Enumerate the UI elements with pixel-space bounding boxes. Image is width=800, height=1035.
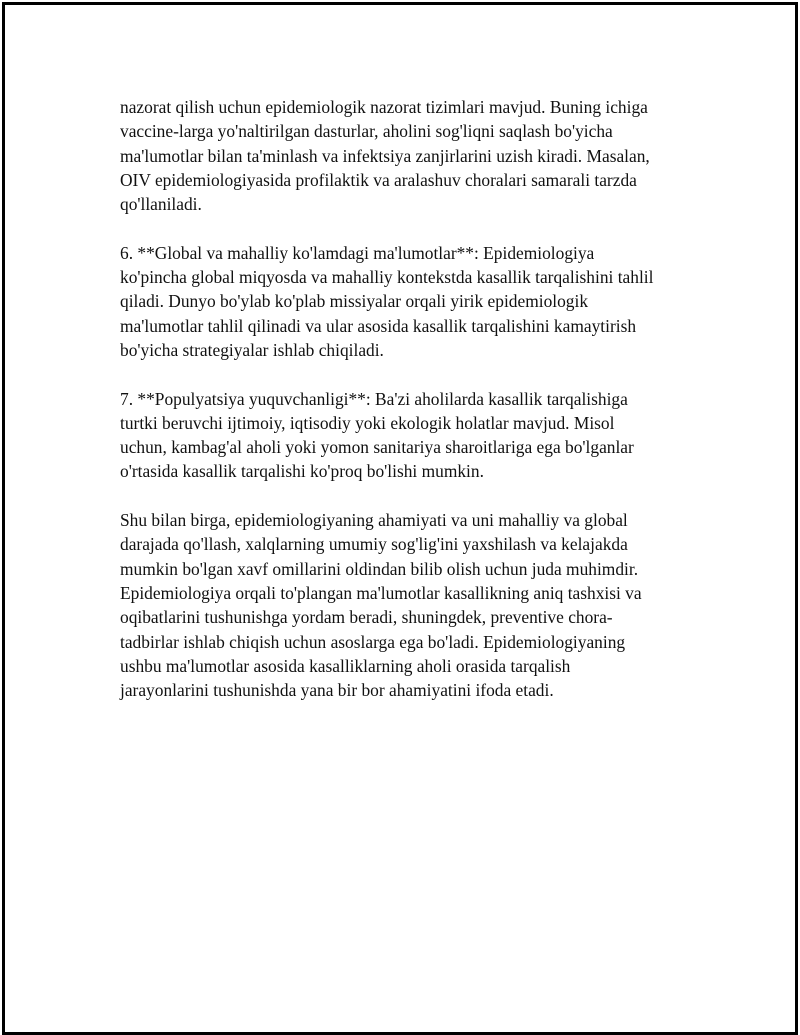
text-line: darajada qo'llash, xalqlarning umumiy sog'lig'ini yaxshilash va kelajakda bbox=[120, 534, 628, 555]
document-body bbox=[120, 95, 700, 727]
paragraph-conclusion bbox=[120, 508, 700, 702]
text-line: nazorat qilish uchun epidemiologik nazorat tizimlari mavjud. Buning ichiga bbox=[120, 97, 648, 117]
text-line: 7. **Populyatsiya yuquvchanligi**: Ba'zi aholilarda kasallik tarqalishiga bbox=[120, 388, 628, 409]
text-line: Shu bilan birga, epidemiologiyaning ahamiyati va uni mahalliy va global bbox=[120, 510, 628, 531]
text-line: qo'llaniladi. bbox=[120, 194, 202, 215]
text-line: oqibatlarini tushunishga yordam beradi, shuningdek, preventive chora- bbox=[120, 607, 613, 628]
paragraph-population bbox=[120, 387, 700, 484]
text-line: o'rtasida kasallik tarqalishi ko'proq bo'lishi mumkin. bbox=[120, 461, 484, 482]
text-line: 6. **Global va mahalliy ko'lamdagi ma'lumotlar**: Epidemiologiya bbox=[120, 242, 595, 263]
text-line: Epidemiologiya orqali to'plangan ma'lumotlar kasallikning aniq tashxisi va bbox=[120, 582, 642, 603]
text-line: bo'yicha strategiyalar ishlab chiqiladi. bbox=[120, 339, 384, 360]
text-line: qiladi. Dunyo bo'ylab ko'plab missiyalar orqali yirik epidemiologik bbox=[120, 291, 589, 312]
text-line: ko'pincha global miqyosda va mahalliy kontekstda kasallik tarqalishini tahlil bbox=[120, 267, 654, 288]
text-line: jarayonlarini tushunishda yana bir bor ahamiyatini ifoda etadi. bbox=[120, 680, 554, 701]
text-line: tadbirlar ishlab chiqish uchun asoslarga ega bo'ladi. Epidemiologiyaning bbox=[120, 631, 626, 652]
page-frame bbox=[2, 2, 798, 1035]
text-line: uchun, kambag'al aholi yoki yomon sanitariya sharoitlariga ega bo'lganlar bbox=[120, 437, 634, 458]
paragraph-surveillance bbox=[120, 95, 700, 216]
paragraph-global-local bbox=[120, 241, 700, 362]
text-line: ma'lumotlar tahlil qilinadi va ular asosida kasallik tarqalishini kamaytirish bbox=[120, 315, 637, 336]
text-line: turtki beruvchi ijtimoiy, iqtisodiy yoki ekologik holatlar mavjud. Misol bbox=[120, 412, 615, 433]
text-line: vaccine-larga yo'naltirilgan dasturlar, aholini sog'liqni saqlash bo'yicha bbox=[120, 121, 613, 142]
text-line: ushbu ma'lumotlar asosida kasalliklarning aholi orasida tarqalish bbox=[120, 655, 571, 676]
text-line: OIV epidemiologiyasida profilaktik va aralashuv choralari samarali tarzda bbox=[120, 169, 637, 190]
text-line: mumkin bo'lgan xavf omillarini oldindan bilib olish uchun juda muhimdir. bbox=[120, 558, 639, 579]
text-line: ma'lumotlar bilan ta'minlash va infektsiya zanjirlarini uzish kiradi. Masalan, bbox=[120, 145, 650, 166]
